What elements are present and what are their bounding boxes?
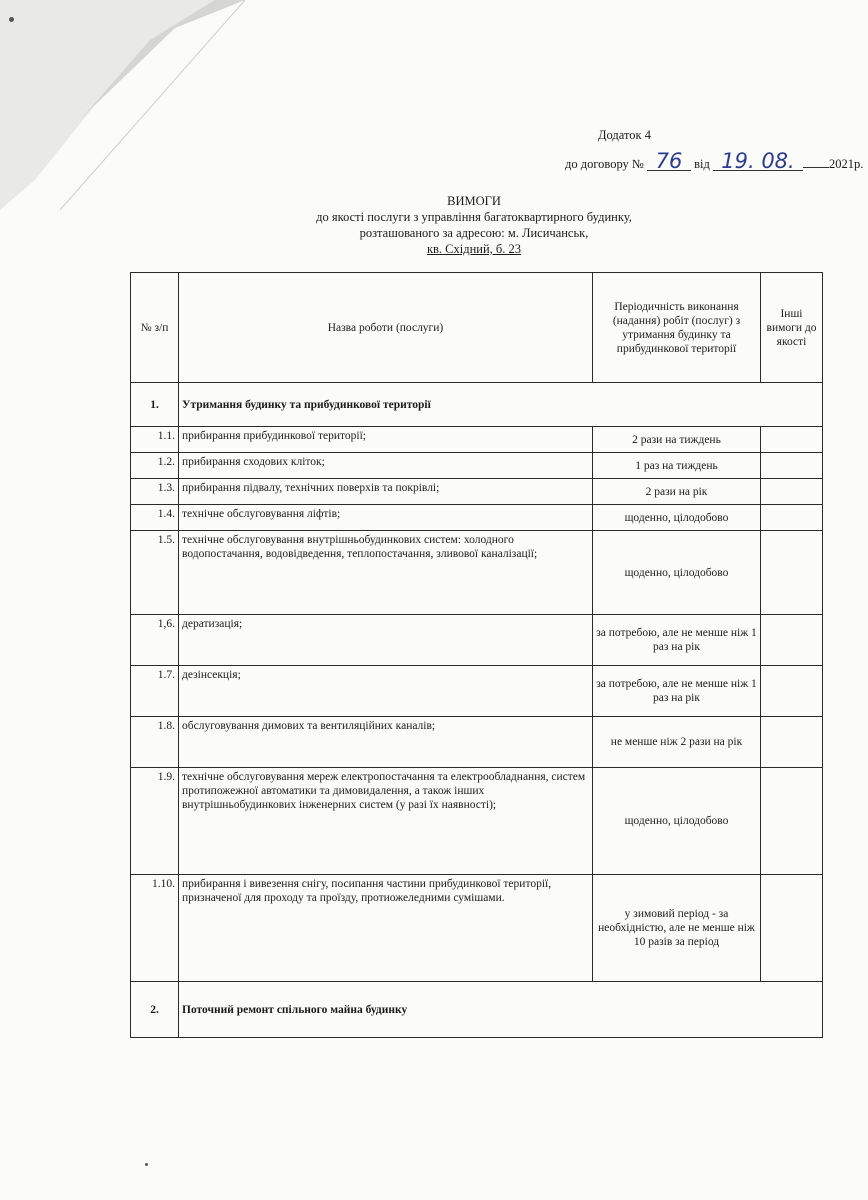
row-number: 1.7. (131, 666, 179, 717)
row-periodicity: за потребою, але не менше ніж 1 раз на рік (593, 666, 761, 717)
table-row (131, 615, 823, 666)
document-title (130, 193, 818, 257)
table-row (131, 479, 823, 505)
title-building: кв. Східний, б. 23 (426, 242, 522, 256)
row-periodicity: не менше ніж 2 рази на рік (593, 717, 761, 768)
row-name: прибирання підвалу, технічних поверхів та покрівлі; (179, 479, 593, 505)
contract-year: 2021р. (829, 157, 864, 171)
table-row (131, 453, 823, 479)
row-name: дезінсекція; (179, 666, 593, 717)
date-prefix: від (694, 157, 710, 171)
row-name: технічне обслуговування мереж електропостачання та електрообладнання, систем протипожежної автоматики та димовидалення, а також інших внутрішньобудинкових інженерних систем (у разі їх наявності); (179, 768, 593, 875)
contract-date: 19. 08. (713, 152, 803, 171)
section-row (131, 982, 823, 1038)
header-name: Назва роботи (послуги) (179, 273, 593, 383)
row-name: прибирання сходових кліток; (179, 453, 593, 479)
row-name: технічне обслуговування ліфтів; (179, 505, 593, 531)
title-address: розташованого за адресою: м. Лисичанськ, (359, 226, 589, 240)
section-number: 2. (131, 982, 179, 1038)
row-name: обслуговування димових та вентиляційних каналів; (179, 717, 593, 768)
header-number: № з/п (131, 273, 179, 383)
table-header-row (131, 273, 823, 383)
row-periodicity: щоденно, цілодобово (593, 768, 761, 875)
header-other: Інші вимоги до якості (761, 273, 823, 383)
punch-dot (145, 1163, 148, 1166)
row-other (761, 768, 823, 875)
row-periodicity: щоденно, цілодобово (593, 531, 761, 615)
section-row (131, 383, 823, 427)
section-title: Утримання будинку та прибудинкової території (179, 383, 823, 427)
row-number: 1.4. (131, 505, 179, 531)
row-other (761, 666, 823, 717)
row-periodicity: 2 рази на рік (593, 479, 761, 505)
row-other (761, 875, 823, 982)
row-number: 1.10. (131, 875, 179, 982)
row-number: 1.5. (131, 531, 179, 615)
section-title: Поточний ремонт спільного майна будинку (179, 982, 823, 1038)
row-other (761, 505, 823, 531)
row-periodicity: щоденно, цілодобово (593, 505, 761, 531)
row-periodicity: за потребою, але не менше ніж 1 раз на рік (593, 615, 761, 666)
row-name: прибирання прибудинкової території; (179, 427, 593, 453)
row-other (761, 615, 823, 666)
row-periodicity: 2 рази на тиждень (593, 427, 761, 453)
title-heading: ВИМОГИ (447, 194, 501, 208)
table-row (131, 531, 823, 615)
table-row (131, 875, 823, 982)
title-subline: до якості послуги з управління багатоквартирного будинку, (316, 210, 632, 224)
row-number: 1,6. (131, 615, 179, 666)
row-name: технічне обслуговування внутрішньобудинкових систем: холодного водопостачання, водовідведення, теплопостачання, зливової каналізації; (179, 531, 593, 615)
row-periodicity: 1 раз на тиждень (593, 453, 761, 479)
row-other (761, 717, 823, 768)
table-row (131, 717, 823, 768)
table-row (131, 505, 823, 531)
row-number: 1.2. (131, 453, 179, 479)
table-row (131, 768, 823, 875)
table-row (131, 427, 823, 453)
punch-dot (9, 17, 14, 22)
row-other (761, 479, 823, 505)
row-number: 1.3. (131, 479, 179, 505)
header-periodicity: Періодичність виконання (надання) робіт (послуг) з утримання будинку та прибудинкової території (593, 273, 761, 383)
row-number: 1.9. (131, 768, 179, 875)
row-number: 1.8. (131, 717, 179, 768)
row-name: дератизація; (179, 615, 593, 666)
contract-reference (565, 149, 864, 173)
row-other (761, 453, 823, 479)
contract-number: 76 (647, 152, 691, 171)
appendix-label: Додаток 4 (598, 128, 651, 142)
row-name: прибирання і вивезення снігу, посипання частини прибудинкової території, призначеної для проходу та проїзду, протиожеледними сумішами. (179, 875, 593, 982)
row-periodicity: у зимовий період - за необхідністю, але не менше ніж 10 разів за період (593, 875, 761, 982)
row-other (761, 427, 823, 453)
requirements-table (130, 272, 823, 1038)
contract-prefix: до договору № (565, 157, 644, 171)
row-number: 1.1. (131, 427, 179, 453)
row-other (761, 531, 823, 615)
table-row (131, 666, 823, 717)
section-number: 1. (131, 383, 179, 427)
